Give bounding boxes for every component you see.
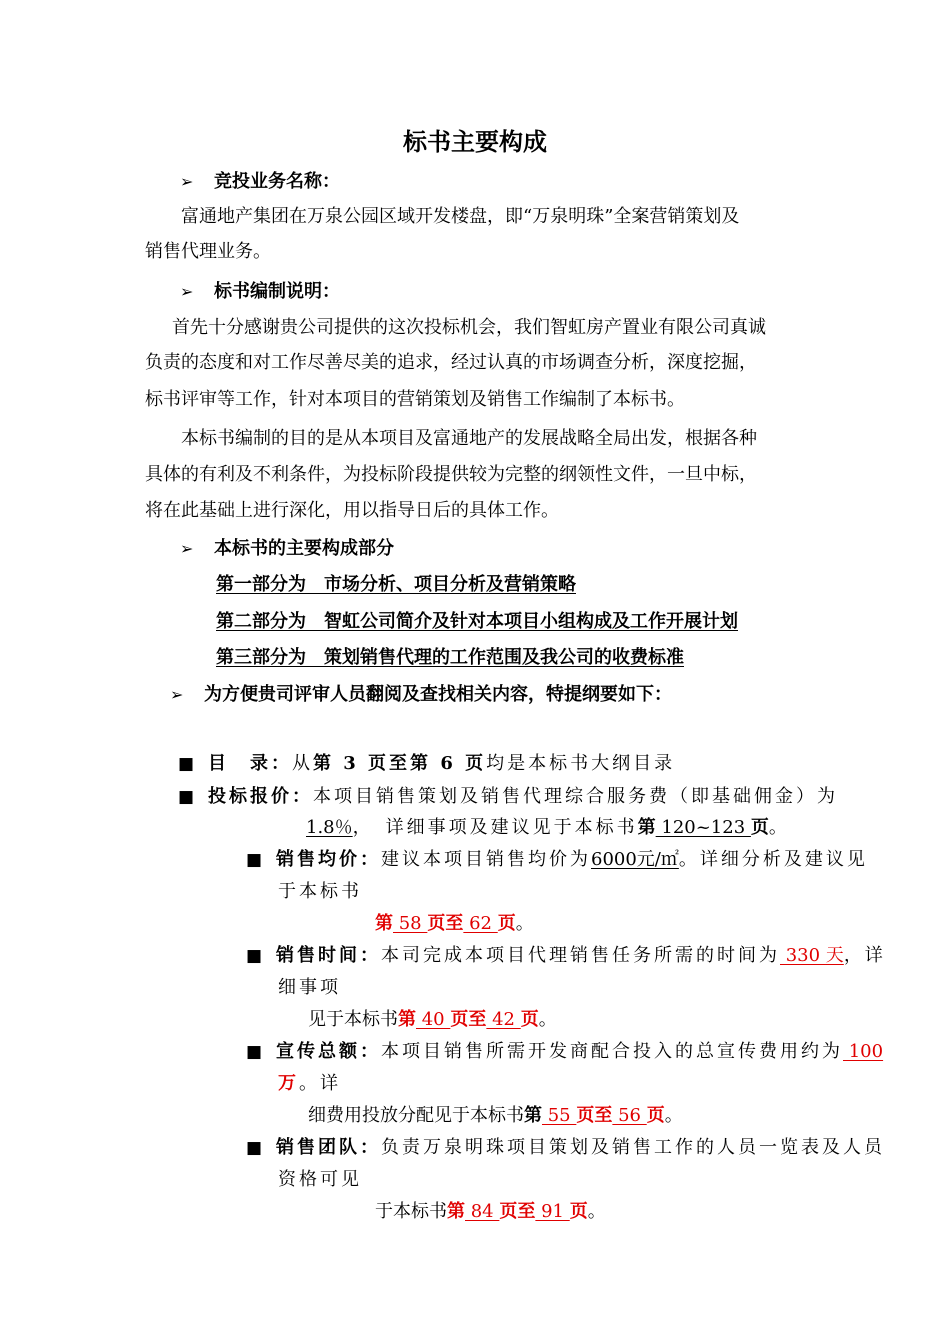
paragraph-line: 资格可见 bbox=[278, 1169, 362, 1190]
promotion-pages: 细费用投放分配见于本标书第 55 页至 56 页。 bbox=[308, 1105, 683, 1126]
part-two-link[interactable]: 第二部分为 智虹公司简介及针对本项目小组构成及工作开展计划 bbox=[216, 611, 738, 632]
sales-team-item: ■ 销售团队：负责万泉明珠项目策划及销售工作的人员一览表及人员 bbox=[246, 1137, 885, 1158]
part-three-link[interactable]: 第三部分为 策划销售代理的工作范围及我公司的收费标准 bbox=[216, 647, 684, 668]
arrow-bullet-icon: ➢ bbox=[180, 539, 194, 558]
square-bullet-icon: ■ bbox=[178, 787, 198, 807]
sales-time-item: ■ 销售时间：本司完成本项目代理销售任务所需的时间为 330 天，详 bbox=[246, 945, 886, 966]
paragraph-line: 细事项 bbox=[278, 977, 341, 998]
paragraph-line: 销售代理业务。 bbox=[145, 241, 271, 262]
section-heading-outline: ➢ 为方便贵司评审人员翻阅及查找相关内容，特提纲要如下： bbox=[170, 684, 672, 705]
square-bullet-icon: ■ bbox=[246, 1042, 266, 1062]
square-bullet-icon: ■ bbox=[246, 1138, 266, 1158]
square-bullet-icon: ■ bbox=[178, 754, 198, 774]
paragraph-line: 首先十分感谢贵公司提供的这次投标机会，我们智虹房产置业有限公司真诚 bbox=[172, 317, 766, 338]
arrow-bullet-icon: ➢ bbox=[180, 172, 194, 191]
paragraph-line: 负责的态度和对工作尽善尽美的追求，经过认真的市场调查分析，深度挖掘， bbox=[145, 352, 757, 373]
paragraph-line: 富通地产集团在万泉公园区域开发楼盘，即“万泉明珠”全案营销策划及 bbox=[181, 206, 740, 227]
paragraph-line: 本标书编制的目的是从本项目及富通地产的发展战略全局出发，根据各种 bbox=[181, 428, 757, 449]
section-heading-main-parts: ➢ 本标书的主要构成部分 bbox=[180, 538, 394, 559]
arrow-bullet-icon: ➢ bbox=[180, 282, 194, 301]
paragraph-line: 万。详 bbox=[278, 1073, 341, 1094]
bid-page-range: 120~123 bbox=[655, 817, 751, 838]
sales-price-pages: 第 58 页至 62 页。 bbox=[375, 913, 534, 934]
page-title: 标书主要构成 bbox=[403, 127, 547, 156]
arrow-bullet-icon: ➢ bbox=[170, 685, 184, 704]
section-heading-compile-notes: ➢ 标书编制说明： bbox=[180, 281, 340, 302]
promotion-total-item: ■ 宣传总额：本项目销售所需开发商配合投入的总宣传费用约为 100 bbox=[246, 1041, 884, 1062]
sales-price-item: ■ 销售均价：建议本项目销售均价为6000元/㎡。详细分析及建议见 bbox=[246, 849, 868, 870]
bid-price-item: ■ 投标报价：本项目销售策划及销售代理综合服务费（即基础佣金）为 bbox=[178, 786, 838, 807]
bid-rate: 1.8％ bbox=[306, 817, 353, 838]
paragraph-line: 标书评审等工作，针对本项目的营销策划及销售工作编制了本标书。 bbox=[145, 389, 685, 410]
square-bullet-icon: ■ bbox=[246, 946, 266, 966]
promotion-total-value: 100 bbox=[843, 1041, 884, 1062]
sales-time-value: 330 天 bbox=[780, 945, 844, 966]
sales-time-pages: 见于本标书第 40 页至 42 页。 bbox=[308, 1009, 557, 1030]
paragraph-line: 将在此基础上进行深化，用以指导日后的具体工作。 bbox=[145, 500, 559, 521]
square-bullet-icon: ■ bbox=[246, 850, 266, 870]
paragraph-line: 具体的有利及不利条件，为投标阶段提供较为完整的纲领性文件，一旦中标， bbox=[145, 464, 757, 485]
bid-price-detail: 1.8％， 详细事项及建议见于本标书第 120~123 页。 bbox=[306, 817, 787, 838]
paragraph-line: 于本标书 bbox=[278, 881, 362, 902]
toc-item: ■ 目 录：从第 3 页至第 6 页均是本标书大纲目录 bbox=[178, 753, 676, 774]
sales-price-value: 6000元/㎡ bbox=[591, 849, 679, 870]
sales-team-pages: 于本标书第 84 页至 91 页。 bbox=[375, 1201, 606, 1222]
part-one-link[interactable]: 第一部分为 市场分析、项目分析及营销策略 bbox=[216, 574, 576, 595]
section-heading-bid-name: ➢ 竞投业务名称： bbox=[180, 171, 340, 192]
